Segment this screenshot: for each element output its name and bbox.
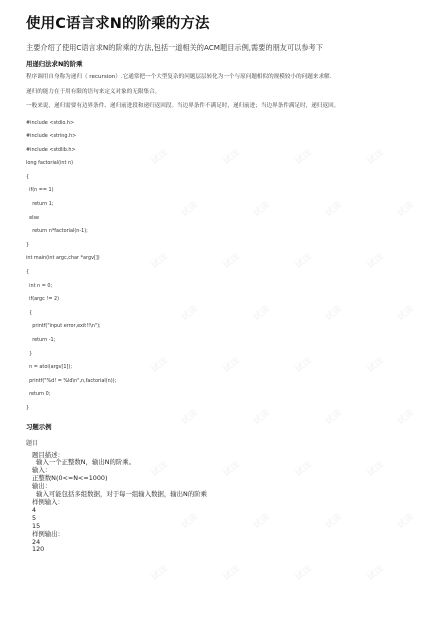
code-line: if(n == 1): [26, 187, 54, 194]
watermark-text: 试读: [179, 512, 201, 532]
code-line: }: [26, 350, 33, 357]
paragraph-recursion-power: 递归的能力在于用有限的语句来定义对象的无限集合。: [26, 88, 161, 95]
watermark-text: 试读: [365, 252, 387, 272]
watermark-text: 试读: [395, 200, 417, 220]
code-line: long factorial(int n): [26, 160, 73, 167]
watermark-text: 试读: [293, 148, 315, 168]
code-line: }: [26, 404, 30, 411]
watermark-text: 试读: [323, 408, 345, 428]
exercise-line: 5: [32, 513, 37, 522]
code-line: #include <stdlib.h>: [26, 146, 76, 153]
watermark-text: 试读: [251, 512, 273, 532]
watermark-text: 试读: [323, 304, 345, 324]
watermark-text: 试读: [395, 408, 417, 428]
page-title: 使用C语言求N的阶乘的方法: [26, 16, 210, 32]
watermark-text: 试读: [179, 408, 201, 428]
code-line: return n*factorial(n-1);: [26, 228, 88, 235]
code-line: int n = 0;: [26, 282, 53, 289]
exercise-line: 输入可能包括多组数据，对于每一组输入数据，输出N的阶乘: [32, 490, 207, 499]
watermark-text: 试读: [179, 200, 201, 220]
watermark-text: 试读: [221, 356, 243, 376]
watermark-text: 试读: [293, 252, 315, 272]
exercise-line: 120: [32, 545, 45, 554]
exercise-line: 题目描述：: [32, 450, 64, 459]
code-line: {: [26, 173, 30, 180]
code-line: printf("input error,exit!!\n");: [26, 323, 101, 330]
code-line: return 0;: [26, 391, 51, 398]
watermark-text: 试读: [365, 148, 387, 168]
watermark-text: 试读: [395, 304, 417, 324]
exercise-line: 15: [32, 521, 41, 530]
watermark-text: 试读: [395, 512, 417, 532]
article-summary: 主要介绍了使用C语言求N的阶乘的方法,包括一道相关的ACM题目示例,需要的朋友可以参考下: [26, 43, 323, 52]
watermark-text: 试读: [221, 148, 243, 168]
section-heading-exercise: 习题示例: [26, 422, 52, 431]
exercise-line: 输入：: [32, 466, 52, 475]
exercise-line: 正整数N(0<=N<=1000): [32, 474, 108, 483]
exercise-label: 题目: [26, 439, 39, 447]
exercise-line: 24: [32, 537, 41, 546]
watermark-text: 试读: [149, 252, 171, 272]
code-line: }: [26, 241, 30, 248]
watermark-text: 试读: [293, 564, 315, 584]
watermark-text: 试读: [365, 564, 387, 584]
watermark-text: 试读: [149, 564, 171, 584]
code-line: #include <stdio.h>: [26, 119, 75, 126]
exercise-line: 4: [32, 505, 37, 514]
watermark-text: 试读: [179, 304, 201, 324]
watermark-text: 试读: [293, 460, 315, 480]
watermark-text: 试读: [149, 148, 171, 168]
watermark-text: 试读: [149, 460, 171, 480]
code-block: [26, 117, 418, 416]
watermark-text: 试读: [251, 304, 273, 324]
code-line: else: [26, 214, 40, 221]
exercise-line: 样例输出：: [32, 529, 64, 538]
exercise-line: 输入一个正整数N，输出N的阶乘。: [32, 458, 136, 467]
watermark-text: 试读: [323, 512, 345, 532]
watermark-text: 试读: [293, 356, 315, 376]
watermark-text: 试读: [251, 200, 273, 220]
section-heading-recursion: 用递归法求N的阶乘: [26, 60, 83, 68]
watermark-text: 试读: [149, 356, 171, 376]
watermark-text: 试读: [221, 460, 243, 480]
code-line: {: [26, 269, 30, 276]
watermark-text: 试读: [221, 252, 243, 272]
code-line: #include <string.h>: [26, 133, 77, 140]
code-line: return 1;: [26, 201, 54, 208]
exercise-block: [26, 452, 418, 555]
exercise-line: 样例输入：: [32, 498, 64, 506]
code-line: printf("%d! = %ld\n",n,factorial(n));: [26, 377, 117, 384]
code-line: n = atoi(argv[1]);: [26, 364, 72, 371]
code-line: if(argc != 2): [26, 296, 59, 303]
exercise-line: 输出：: [32, 482, 52, 491]
code-line: return -1;: [26, 337, 56, 343]
watermark-text: 试读: [323, 200, 345, 220]
code-line: {: [26, 309, 33, 316]
paragraph-recursion-conditions: 一般来说，递归需要有边界条件、递归前进段和递归返回段。当边界条件不满足时，递归前进；当边界条件满足时，递归返回。: [26, 103, 340, 109]
watermark-text: 试读: [221, 564, 243, 584]
watermark-text: 试读: [251, 408, 273, 428]
watermark-text: 试读: [365, 460, 387, 480]
watermark-text: 试读: [365, 356, 387, 376]
code-line: int main(int argc,char *argv[]): [26, 255, 100, 262]
paragraph-recursion-definition: 程序调用自身称为递归（ recursion）.它通常把一个大型复杂的问题层层转化为一个与原问题相似的规模较小的问题来求解.: [26, 74, 332, 80]
